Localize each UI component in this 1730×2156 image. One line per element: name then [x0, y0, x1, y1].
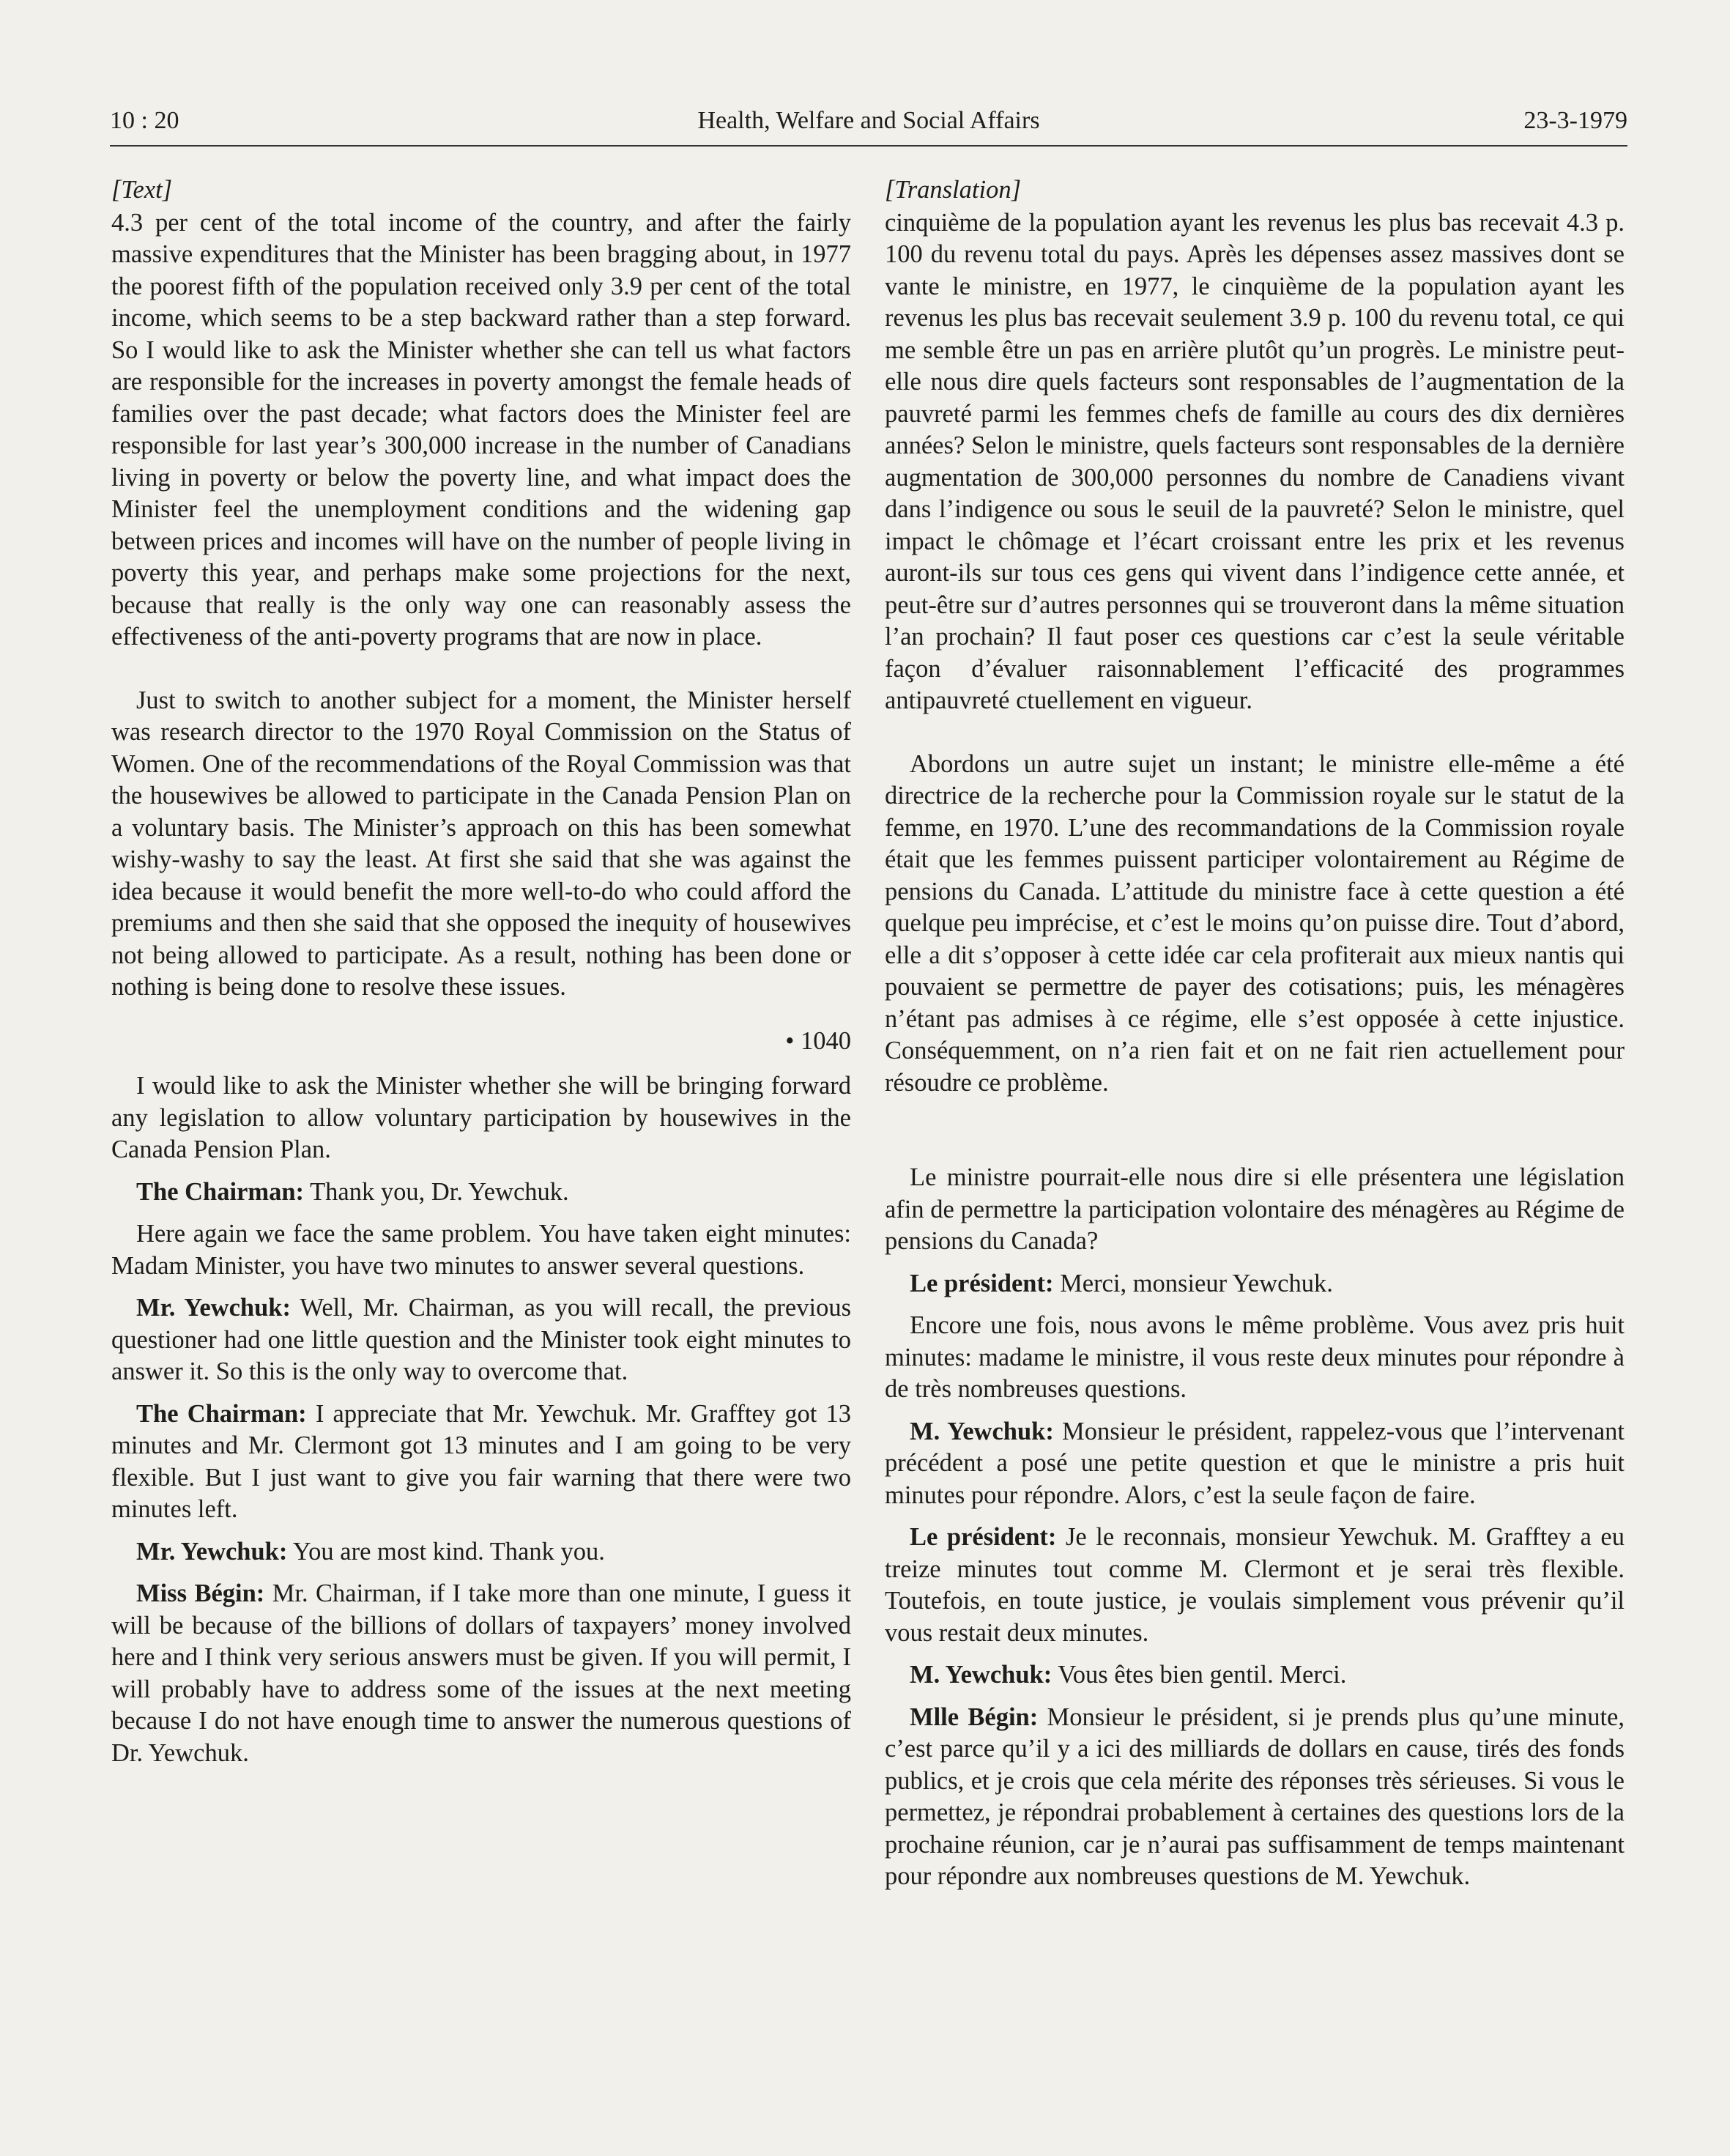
speaker-paragraph — [111, 1399, 851, 1526]
running-title: Health, Welfare and Social Affairs — [697, 107, 1040, 134]
page-header — [110, 103, 1627, 139]
speaker-paragraph — [111, 1578, 851, 1769]
speech-text: You are most kind. Thank you. — [287, 1537, 605, 1566]
speech-text: Well, Mr. Chairman, as you will recall, the previous questioner had one little question and the Minister took eight minutes to answer it. So this is the only way to overcome that. — [111, 1294, 851, 1385]
speaker-paragraph — [885, 1268, 1625, 1300]
speech-text: Je le reconnais, monsieur Yewchuk. M. Grafftey a eu treize minutes tout comme M. Clermont et je serai très flexible. Toutefois, en toute justice, je voulais simplement vous prévenir qu’il vous restait deux minutes. — [885, 1523, 1625, 1647]
paragraph: I would like to ask the Minister whether she will be bringing forward any legislation to allow voluntary participation by housewives in the Canada Pension Plan. — [111, 1072, 851, 1163]
speaker-name: The Chairman: — [136, 1177, 305, 1206]
time-code: • 1040 — [785, 1026, 851, 1055]
speaker-name: Mlle Bégin: — [910, 1703, 1039, 1731]
speaker-paragraph — [111, 1536, 851, 1568]
english-column — [111, 174, 851, 1769]
paragraph: Just to switch to another subject for a moment, the Minister herself was research director to the 1970 Royal Commission on the Status of Women. One of the recommendations of the Royal Commission was that the housewives be allowed to participate in the Canada Pension Plan on a voluntary basis. The Minister’s approach on this has been somewhat wishy-washy to say the least. At first she said that she was against the idea because it would benefit the more well-to-do who could afford the premiums and then she said that she opposed the inequity of housewives not being allowed to participate. As a result, nothing has been done or nothing is being done to resolve these issues. — [111, 686, 851, 1001]
paragraph: Abordons un autre sujet un instant; le ministre elle-même a été directrice de la recherche pour la Commission royale sur le statut de la femme, en 1970. L’une des recommandations de la Commission royale était que les femmes puissent participer volontairement au Régime de pensions du Canada. L’attitude du ministre face à cette question a été quelque peu imprécise, et c’est le moins qu’on puisse dire. Tout d’abord, elle a dit s’opposer à cette idée car cela profiterait aux mieux nantis qui pouvaient se permettre de payer des cotisations; puis, les ménagères n’étant pas admises à ce régime, elle s’est opposée à cette injustice. Conséquemment, on n’a rien fait et on ne fait rien actuellement pour résoudre ce problème. — [885, 749, 1625, 1097]
speaker-name: Le président: — [910, 1269, 1054, 1297]
speech-text: Monsieur le président, rappelez-vous que l’intervenant précédent a posé une petite question et que le ministre a pris huit minutes pour répondre. Alors, c’est la seule façon de faire. — [885, 1417, 1625, 1509]
speech-text: Monsieur le président, si je prends plus qu’une minute, c’est parce qu’il y a ici des milliards de dollars en cause, tirés des fonds publics, et je crois que cela mérite des réponses très sérieuses. Si vous le permettez, je répondrai probablement à certaines des questions lors de la prochaine réunion, car je n’aurai pas suffisamment de temps maintenant pour répondre aux nombreuses questions de M. Yewchuk. — [885, 1703, 1625, 1890]
french-column — [885, 174, 1625, 1893]
speaker-paragraph — [111, 1177, 851, 1209]
speech-text: I appreciate that Mr. Yewchuk. Mr. Grafftey got 13 minutes and Mr. Clermont got 13 minutes and I am going to be very flexible. But I just want to give you fair warning that there were two minutes left. — [111, 1399, 851, 1523]
speech-text: Vous êtes bien gentil. Merci. — [1052, 1661, 1347, 1689]
column-label: [Translation] — [885, 176, 1021, 204]
column-label: [Text] — [111, 176, 173, 204]
paragraph: cinquième de la population ayant les revenus les plus bas recevait 4.3 p. 100 du revenu total du pays. Après les dépenses assez massives dont se vante le ministre, en 1977, le cinquième de la population ayant les revenus les plus bas recevait seulement 3.9 p. 100 du revenu total, ce qui me semble être un pas en arrière plutôt qu’un progrès. Le ministre peut-elle nous dire quels facteurs sont responsables de l’augmentation de la pauvreté parmi les femmes chefs de famille au cours des dix dernières années? Selon le ministre, quels facteurs sont responsables de la dernière augmentation de 300,000 personnes du nombre de Canadiens vivant dans l’indigence ou sous le seuil de la pauvreté? Selon le ministre, quel impact le chômage et l’écart croissant entre les prix et les revenus auront-ils sur tous ces gens qui vivent dans l’indigence cette année, et peut-être sur d’autres personnes qui se trouveront dans la même situation l’an prochain? Il faut poser ces questions car c’est la seule véritable façon d’évaluer raisonnablement l’efficacité des programmes antipauvreté ctuellement en vigueur. — [885, 208, 1625, 714]
speaker-paragraph — [885, 1416, 1625, 1512]
paragraph: 4.3 per cent of the total income of the country, and after the fairly massive expenditures that the Minister has been bragging about, in 1977 the poorest fifth of the population received only 3.9 per cent of the total income, which seems to be a step backward rather than a step forward. So I would like to ask the Minister whether she can tell us what factors are responsible for the increases in poverty amongst the female heads of families over the past decade; what factors does the Minister feel are responsible for last year’s 300,000 increase in the number of Canadians living in poverty or below the poverty line, and what impact does the Minister feel the unemployment conditions and the widening gap between prices and incomes will have on the number of people living in poverty this year, and perhaps make some projections for the next, because that really is the only way one can reasonably assess the effectiveness of the anti-poverty programs that are now in place. — [111, 208, 851, 651]
page-number: 10 : 20 — [110, 107, 179, 134]
speaker-paragraph — [885, 1702, 1625, 1893]
speaker-name: Miss Bégin: — [136, 1579, 265, 1607]
speaker-name: Le président: — [910, 1523, 1057, 1551]
header-rule — [110, 145, 1627, 147]
speech-text: Thank you, Dr. Yewchuk. — [304, 1177, 569, 1206]
speech-text: Mr. Chairman, if I take more than one minute, I guess it will be because of the billions of dollars of taxpayers’ money involved here and I think very serious answers must be given. If you will permit, I will probably have to address some of the issues at the next meeting because I do not have enough time to answer the numerous questions of Dr. Yewchuk. — [111, 1579, 851, 1767]
speech-text: Merci, monsieur Yewchuk. — [1053, 1269, 1333, 1297]
speaker-name: M. Yewchuk: — [910, 1417, 1054, 1445]
speaker-name: Mr. Yewchuk: — [136, 1294, 291, 1322]
speaker-name: M. Yewchuk: — [910, 1661, 1053, 1689]
page-date: 23-3-1979 — [1523, 107, 1627, 134]
speaker-paragraph — [885, 1522, 1625, 1649]
paragraph: Le ministre pourrait-elle nous dire si elle présentera une législation afin de permettre la participation volontaire des ménagères au Régime de pensions du Canada? — [885, 1163, 1625, 1255]
speaker-name: Mr. Yewchuk: — [136, 1537, 288, 1566]
speaker-paragraph — [885, 1659, 1625, 1692]
speaker-paragraph — [111, 1292, 851, 1388]
speaker-name: The Chairman: — [136, 1399, 307, 1428]
paragraph: Here again we face the same problem. You have taken eight minutes: Madam Minister, you have two minutes to answer several questions. — [111, 1220, 851, 1280]
paragraph: Encore une fois, nous avons le même problème. Vous avez pris huit minutes: madame le ministre, il vous reste deux minutes pour répondre à de très nombreuses questions. — [885, 1311, 1625, 1403]
